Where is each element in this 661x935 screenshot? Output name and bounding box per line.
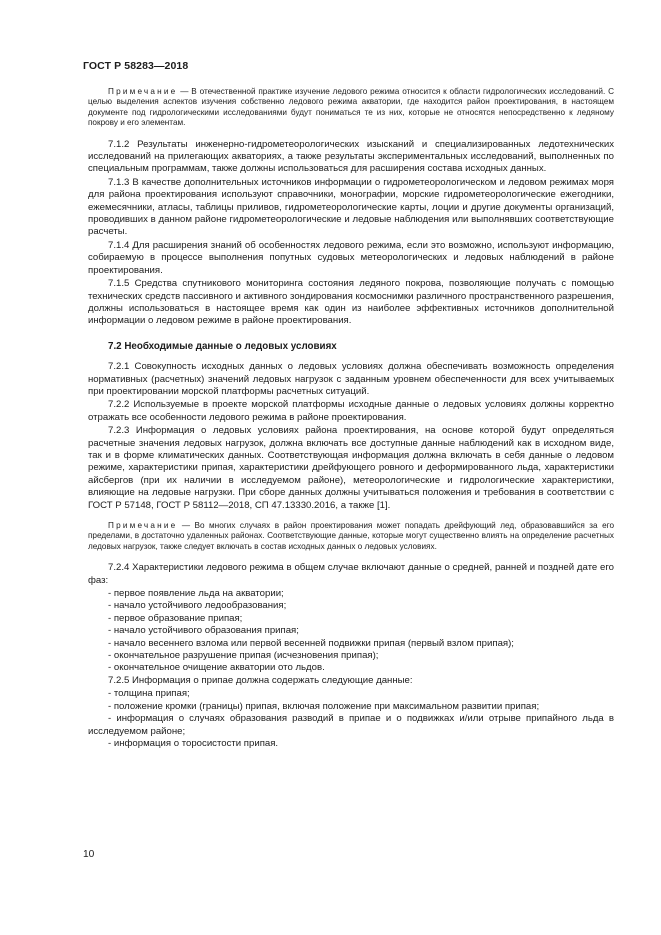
paragraph-7-1-5: 7.1.5 Средства спутникового мониторинга состояния ледяного покрова, позволяющие получать с помощью технических средств пассивного и активного зондирования космоснимки различного пространственного разрешения, должны использоваться в настоящее время как один из наиболее эффективных источников дополнительной информации о ледовом режиме в районе проектирования. bbox=[88, 278, 614, 327]
list-item: - начало весеннего взлома или первой весенней подвижки припая (первый взлом припая); bbox=[108, 637, 514, 649]
list-item: - начало устойчивого ледообразования; bbox=[108, 600, 287, 612]
note-text: — В отечественной практике изучение ледового режима относится к области гидрологических исследований. С целью выделения аспектов изучения собственно ледового режима акватории, где находится район проектирования, в настоящем документе под гидрологическими исследованиями будут пониматься те из них, которые не относятся непосредственно к ледяному покрову и его элементам. bbox=[88, 87, 614, 128]
list-item: - информация о случаях образования разводий в припае и о подвижках и/или отрыве припайного льда в исследуемом районе; bbox=[88, 713, 614, 737]
paragraph-7-1-2: 7.1.2 Результаты инженерно-гидрометеорологических изысканий и специализированных ледотехнических исследований на прилегающих акваториях, а также результаты экспериментальных исследований, выполненных по специальным программам, также должны использоваться для расширения состава исходных данных. bbox=[88, 138, 614, 175]
paragraph-7-2-3: 7.2.3 Информация о ледовых условиях района проектирования, на основе которой будут определяться расчетные значения ледовых нагрузок, должна включать все доступные данные наблюдений как в исходном виде, так и в форме климатических данных. Соответствующая информация должна включать в себя данные о ледовом режиме, характеристики припая, характеристики дрейфующего ровного и деформированного льда, характеристики айсбергов (при их наличии в исследуемом районе), метеорологические и гидрологические характеристики, влияющие на ледовые нагрузки. При сборе данных должны учитываться положения и требования в соответствии с ГОСТ Р 57148, ГОСТ Р 58112—2018, СП 47.13330.2016, а также [1]. bbox=[88, 425, 614, 511]
page-content bbox=[88, 87, 614, 750]
list-item: - первое появление льда на акватории; bbox=[108, 588, 284, 600]
list-item: - первое образование припая; bbox=[108, 612, 243, 624]
paragraph-7-1-3: 7.1.3 В качестве дополнительных источников информации о гидрометеорологическом и ледовом режимах моря для района проектирования используют справочники, монографии, морские гидрометеорологические ежегодники, ежемесячники, атласы, таблицы приливов, гидрометеорологические карты, лоции и другие документы организаций, проводивших в данном районе гидрометеорологические и ледовые наблюдения или выполнявших соответствующие расчеты. bbox=[88, 176, 614, 238]
page-number: 10 bbox=[83, 849, 95, 860]
document-code-header: ГОСТ Р 58283—2018 bbox=[83, 60, 189, 72]
section-heading-7-2: 7.2 Необходимые данные о ледовых условиях bbox=[108, 340, 337, 352]
list-item: - окончательное разрушение припая (исчезновения припая); bbox=[108, 650, 379, 662]
note-hydrological bbox=[88, 87, 614, 129]
list-item: - толщина припая; bbox=[108, 688, 190, 700]
note-drifting-ice bbox=[88, 521, 614, 552]
paragraph-7-1-4: 7.1.4 Для расширения знаний об особенностях ледового режима, если это возможно, используют информацию, собираемую в процессе выполнения попутных судовых метеорологических и ледовых наблюдений в районе проектирования. bbox=[88, 239, 614, 276]
paragraph-7-2-4: 7.2.4 Характеристики ледового режима в общем случае включают данные о средней, ранней и поздней дате его фаз: bbox=[88, 562, 614, 586]
paragraph-7-2-1: 7.2.1 Совокупность исходных данных о ледовых условиях должна обеспечивать возможность определения нормативных (расчетных) значений ледовых нагрузок с заданным уровнем обеспеченности для всех учитываемых при проектировании морской платформы расчетных ситуаций. bbox=[88, 361, 614, 397]
list-item: - положение кромки (границы) припая, включая положение при максимальном развитии припая; bbox=[108, 700, 540, 712]
paragraph-7-2-2: 7.2.2 Используемые в проекте морской платформы исходные данные о ледовых условиях должны корректно отражать все особенности ледового режима в районе проектирования. bbox=[88, 399, 614, 423]
paragraph-7-2-5: 7.2.5 Информация о припае должна содержать следующие данные: bbox=[108, 674, 413, 686]
list-item: - окончательное очищение акватории ото льдов. bbox=[108, 662, 325, 674]
ice-phases-list bbox=[88, 588, 614, 675]
list-item: - информация о торосистости припая. bbox=[108, 737, 279, 749]
fast-ice-data-list bbox=[88, 688, 614, 750]
note-text: — Во многих случаях в район проектирования может попадать дрейфующий лед, образовавшийся за его пределами, в достаточно удаленных районах. Соответствующие данные, которые могут существенно влиять на определение расчетных ледовых нагрузок, также следует включать в состав исходных данных о ледовых условиях. bbox=[88, 521, 614, 551]
note-label: Примечание bbox=[108, 87, 178, 96]
note-label: Примечание bbox=[108, 521, 178, 530]
list-item: - начало устойчивого образования припая; bbox=[108, 625, 299, 637]
